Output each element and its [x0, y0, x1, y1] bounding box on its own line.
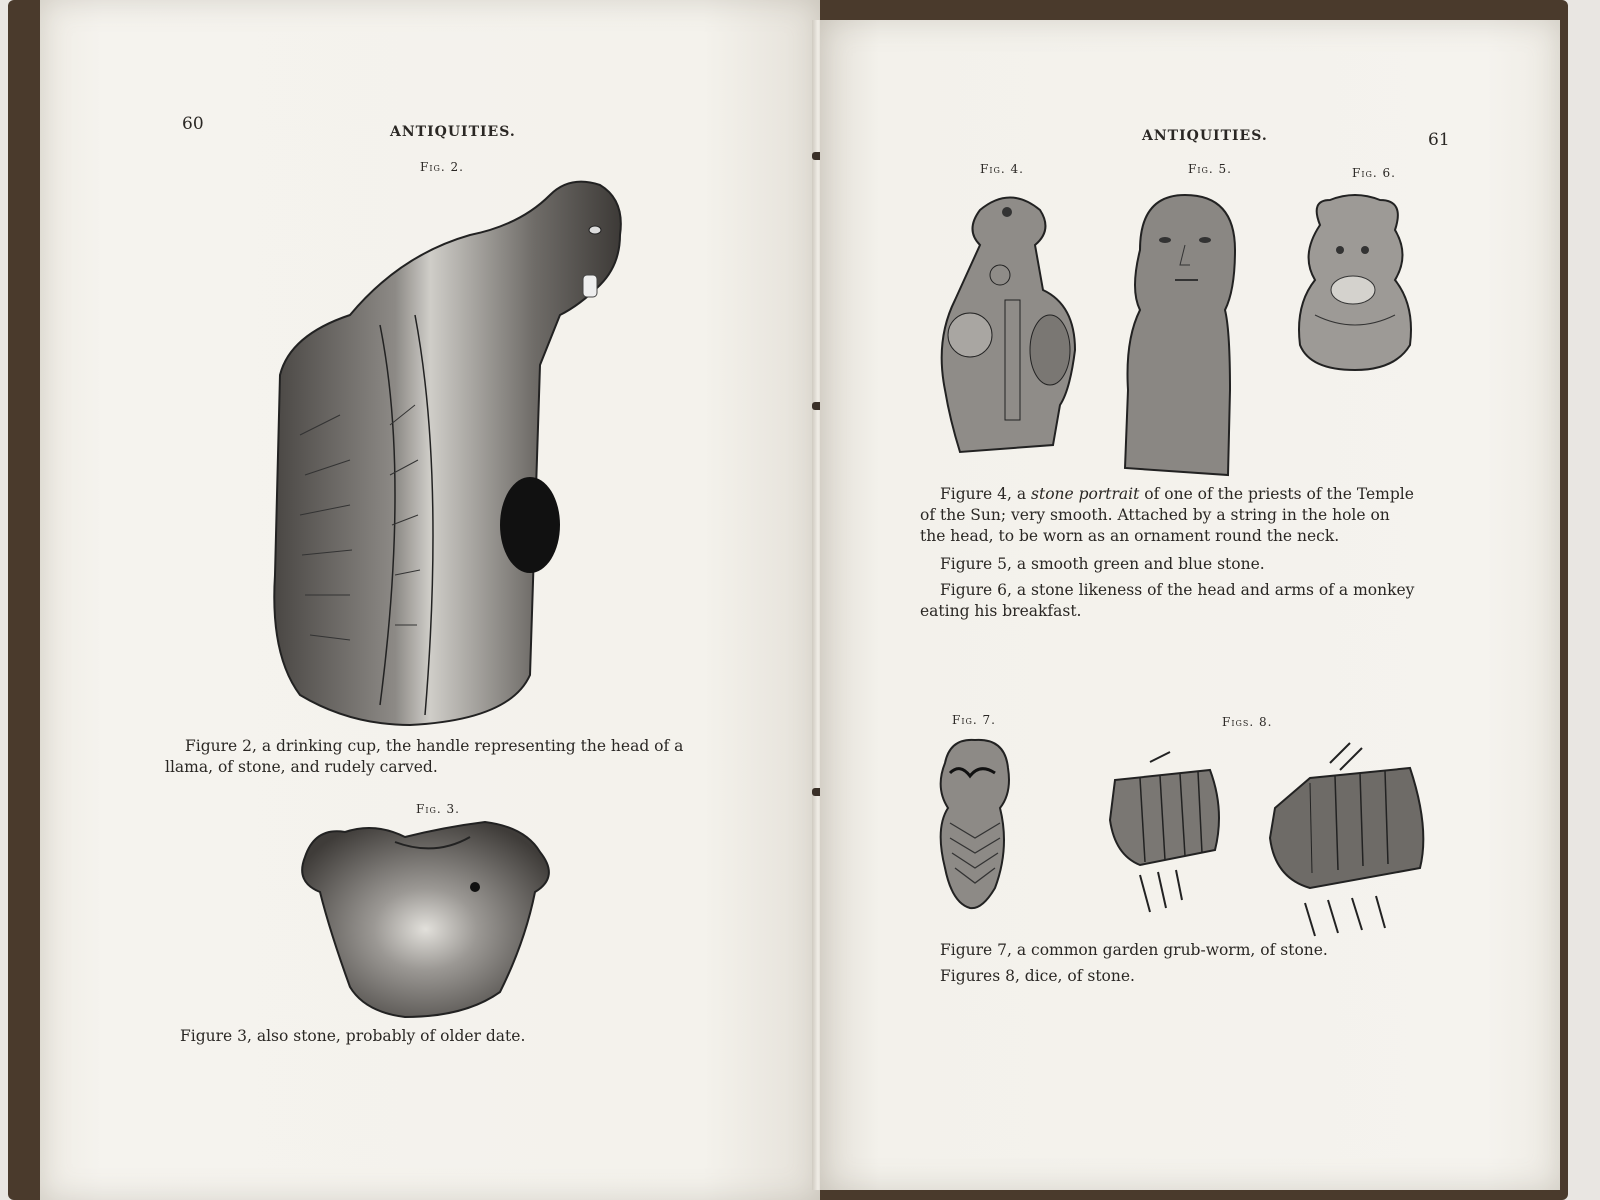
fig4-caption: [920, 484, 1420, 547]
fig6-label: Fig. 6.: [1352, 166, 1396, 180]
fig8-label: Figs. 8.: [1222, 715, 1273, 729]
fig6-caption: Figure 6, a stone likeness of the head and arms of a monkey eating his breakfast.: [920, 581, 1415, 620]
page-number-right: 61: [1428, 130, 1450, 150]
fig5-label: Fig. 5.: [1188, 162, 1232, 176]
fig7-grub-worm-illustration: [930, 738, 1020, 913]
fig8-caption: Figures 8, dice, of stone.: [940, 967, 1135, 985]
page-number-left: 60: [182, 114, 204, 134]
fig2-label: Fig. 2.: [420, 160, 464, 174]
running-head-left: ANTIQUITIES.: [390, 124, 516, 140]
fig6-monkey-stone-illustration: [1295, 195, 1415, 375]
fig7-label: Fig. 7.: [952, 713, 996, 727]
fig2-caption: Figure 2, a drinking cup, the handle representing the head of a llama, of stone, and rudely carved.: [165, 737, 684, 776]
fig8-die-large-illustration: [1270, 738, 1435, 943]
left-page: [40, 0, 820, 1200]
running-head-right: ANTIQUITIES.: [1142, 128, 1268, 144]
fig7-caption: Figure 7, a common garden grub-worm, of stone.: [940, 941, 1328, 959]
right-page: [820, 20, 1560, 1190]
fig3-label: Fig. 3.: [416, 802, 460, 816]
fig4-priest-portrait-illustration: [935, 190, 1085, 460]
fig4-label: Fig. 4.: [980, 162, 1024, 176]
fig5-stone-head-illustration: [1120, 190, 1250, 480]
fig3-stone-vessel-illustration: [295, 822, 560, 1022]
fig3-caption: Figure 3, also stone, probably of older date.: [180, 1027, 526, 1045]
fig4-caption-italic: stone portrait: [1031, 485, 1140, 503]
fig4-caption-pre: Figure 4, a: [940, 485, 1032, 503]
fig5-caption: Figure 5, a smooth green and blue stone.: [940, 555, 1265, 573]
fig4-caption-post: of one of the priests of the Temple of the Sun; very smooth. Attached by a string in the hole on the head, to be worn as an ornament round the neck.: [920, 485, 1414, 545]
fig8-die-small-illustration: [1110, 750, 1230, 920]
fig2-llama-cup-illustration: [230, 175, 630, 735]
